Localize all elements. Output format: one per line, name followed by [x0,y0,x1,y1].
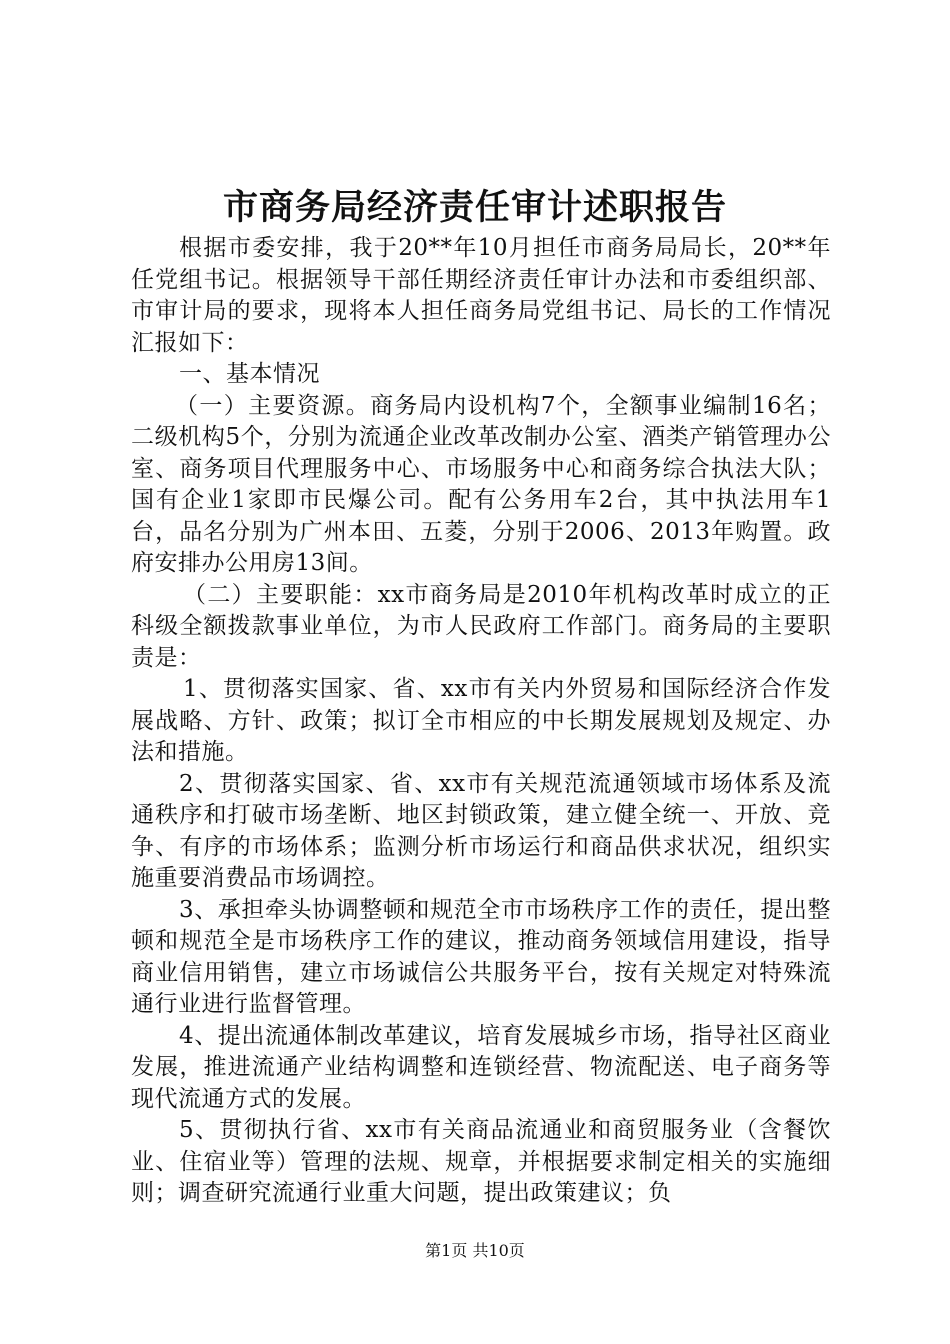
document-body [131,233,831,1210]
paragraph-duty-2: 2、贯彻落实国家、省、xx市有关规范流通领域市场体系及流通秩序和打破市场垄断、地区封锁政策，建立健全统一、开放、竞争、有序的市场体系；监测分析市场运行和商品供求状况，组织实施重要消费品市场调控。 [131,770,831,891]
paragraph-duty-3: 3、承担牵头协调整顿和规范全市市场秩序工作的责任，提出整顿和规范全是市场秩序工作的建议，推动商务领域信用建设，指导商业信用销售，建立市场诚信公共服务平台，按有关规定对特殊流通行业进行监督管理。 [131,896,831,1017]
page-footer: 第1页 共10页 [425,1241,525,1260]
section-heading-basic: 一、基本情况 [179,361,320,387]
paragraph-duty-4: 4、提出流通体制改革建议，培育发展城乡市场，指导社区商业发展，推进流通产业结构调整和连锁经营、物流配送、电子商务等现代流通方式的发展。 [131,1022,831,1112]
paragraph-intro: 根据市委安排，我于20**年10月担任市商务局局长，20**年任党组书记。根据领导干部任期经济责任审计办法和市委组织部、市审计局的要求，现将本人担任商务局党组书记、局长的工作情况汇报如下： [131,235,831,356]
paragraph-main-resources: （一）主要资源。商务局内设机构7个，全额事业编制16名；二级机构5个，分别为流通企业改革改制办公室、酒类产销管理办公室、商务项目代理服务中心、市场服务中心和商务综合执法大队；国有企业1家即市民爆公司。配有公务用车2台，其中执法用车1台，品名分别为广州本田、五菱，分别于2006、2013年购置。政府安排办公用房13间。 [131,392,831,576]
document-title: 市商务局经济责任审计述职报告 [222,187,727,228]
paragraph-duty-5: 5、贯彻执行省、xx市有关商品流通业和商贸服务业（含餐饮业、住宿业等）管理的法规、规章，并根据要求制定相关的实施细则；调查研究流通行业重大问题，提出政策建议；负 [131,1117,831,1206]
paragraph-main-functions: （二）主要职能：xx市商务局是2010年机构改革时成立的正科级全额拨款事业单位，为市人民政府工作部门。商务局的主要职责是： [131,581,831,671]
paragraph-duty-1: 1、贯彻落实国家、省、xx市有关内外贸易和国际经济合作发展战略、方针、政策；拟订全市相应的中长期发展规划及规定、办法和措施。 [131,676,831,765]
